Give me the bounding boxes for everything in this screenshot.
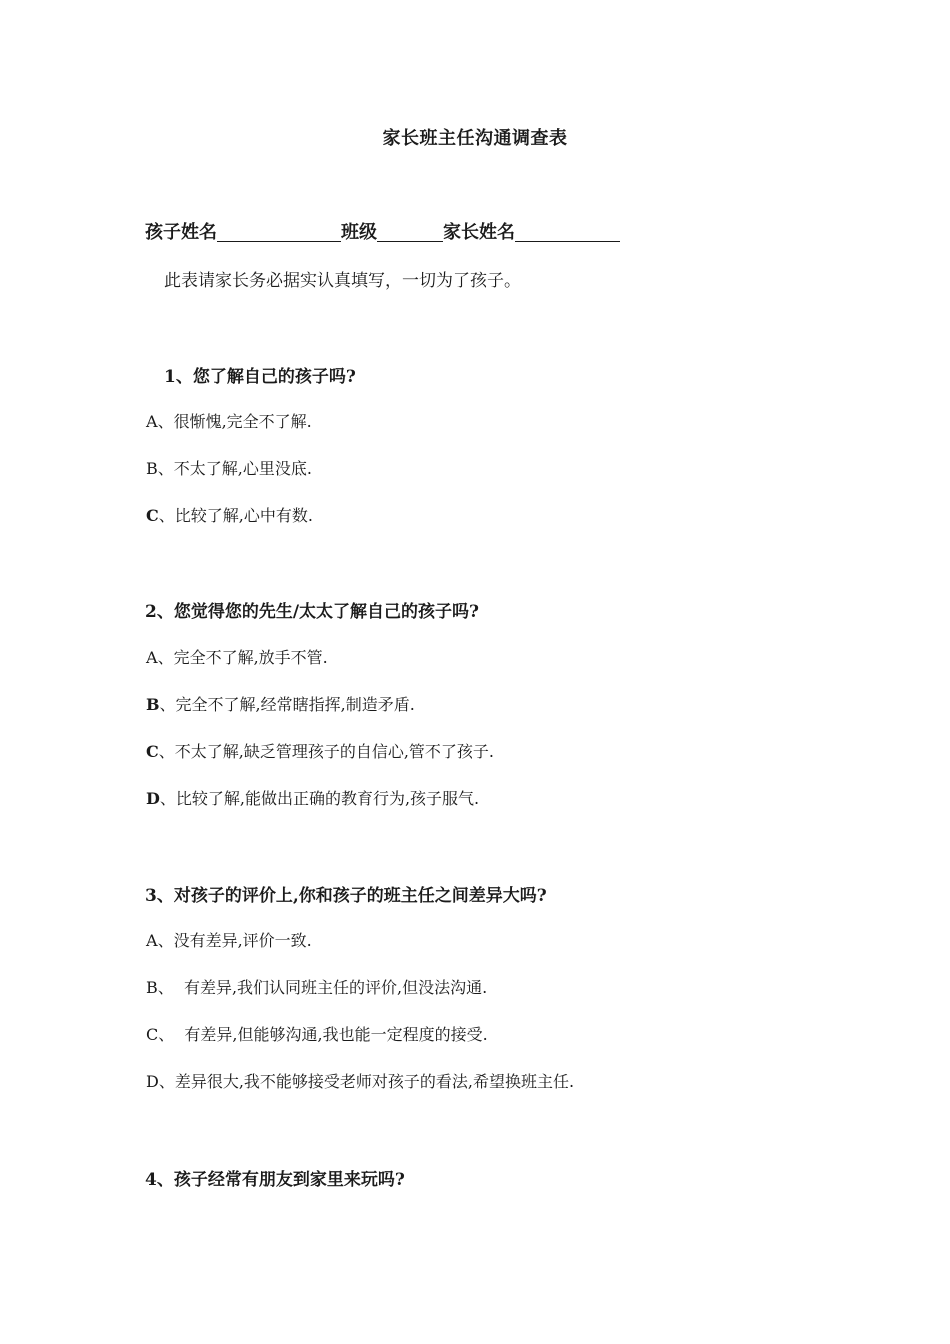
option-text: 、不太了解,心里没底. (157, 459, 312, 478)
option-letter: A (146, 648, 158, 667)
question-1: 1、您了解自己的孩子吗? (164, 367, 356, 387)
question-3: 3、对孩子的评价上,你和孩子的班主任之间差异大吗? (145, 886, 547, 906)
question-2-option-a (146, 645, 328, 668)
question-3-option-a (146, 928, 312, 951)
question-1-option-c (146, 503, 313, 526)
question-3-option-c (146, 1022, 488, 1045)
parent-name-blank (515, 221, 620, 242)
option-text: 、差异很大,我不能够接受老师对孩子的看法,希望换班主任. (158, 1072, 575, 1091)
option-text: 、不太了解,缺乏管理孩子的自信心,管不了孩子. (158, 742, 494, 761)
document-title: 家长班主任沟通调查表 (382, 128, 568, 149)
question-2-option-d (146, 786, 479, 809)
question-2-option-b (146, 692, 415, 715)
class-blank (377, 221, 443, 242)
option-letter: C (146, 506, 159, 525)
intro-text: 此表请家长务必据实认真填写，一切为了孩子。 (164, 271, 521, 291)
option-text: 、完全不了解,放手不管. (157, 648, 328, 667)
option-letter: C (146, 742, 159, 761)
option-letter: B (146, 978, 158, 997)
option-letter: C (146, 1025, 159, 1044)
question-3-option-b (146, 975, 487, 998)
option-letter: A (146, 412, 158, 431)
option-letter: B (146, 459, 158, 478)
parent-name-label: 家长姓名 (443, 222, 515, 243)
child-name-blank (217, 221, 341, 242)
option-letter: B (146, 695, 160, 714)
option-text: 、 有差异,但能够沟通,我也能一定程度的接受. (158, 1025, 488, 1044)
option-letter: D (146, 789, 160, 808)
question-1-option-b (146, 456, 312, 479)
option-text: 、很惭愧,完全不了解. (157, 412, 312, 431)
question-2: 2、您觉得您的先生/太太了解自己的孩子吗? (145, 602, 479, 622)
info-line (145, 218, 620, 244)
question-4: 4、孩子经常有朋友到家里来玩吗? (145, 1170, 405, 1190)
option-letter: A (146, 931, 158, 950)
question-2-option-c (146, 739, 494, 762)
question-1-option-a (146, 409, 312, 432)
option-letter: D (146, 1072, 159, 1091)
question-3-option-d (146, 1069, 574, 1092)
child-name-label: 孩子姓名 (145, 222, 217, 243)
option-text: 、比较了解,心中有数. (158, 506, 313, 525)
option-text: 、比较了解,能做出正确的教育行为,孩子服气. (159, 789, 480, 808)
option-text: 、没有差异,评价一致. (157, 931, 312, 950)
option-text: 、 有差异,我们认同班主任的评价,但没法沟通. (157, 978, 488, 997)
class-label: 班级 (341, 222, 377, 243)
option-text: 、完全不了解,经常瞎指挥,制造矛盾. (159, 695, 415, 714)
